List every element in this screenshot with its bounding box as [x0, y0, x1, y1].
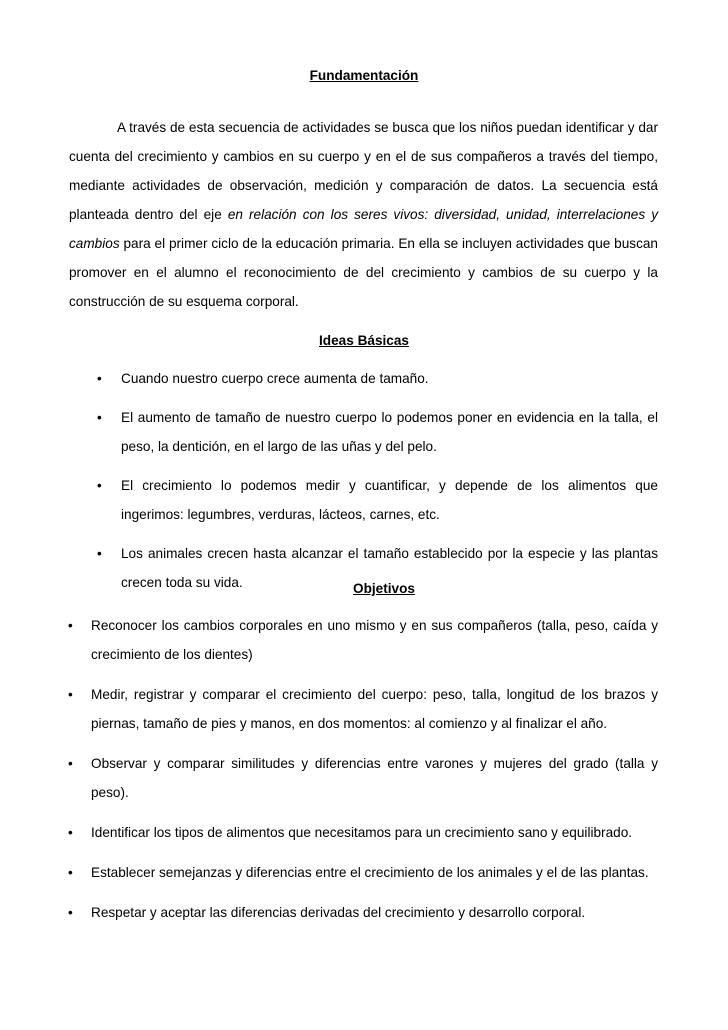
- ideas-basicas-title: Ideas Básicas: [319, 333, 409, 348]
- list-item-text: Observar y comparar similitudes y diferencias entre varones y mujeres del grado (talla y peso).: [91, 756, 658, 800]
- list-item: [68, 680, 658, 738]
- list-item-text: Los animales crecen hasta alcanzar el tamaño establecido por la especie y las plantas crecen toda su vida.: [121, 546, 658, 590]
- list-item-text: El crecimiento lo podemos medir y cuantificar, y depende de los alimentos que ingerimos: legumbres, verduras, lácteos, carnes, etc.: [121, 478, 658, 522]
- list-item-text: Respetar y aceptar las diferencias derivadas del crecimiento y desarrollo corporal.: [91, 905, 586, 920]
- fundamentacion-title: Fundamentación: [309, 68, 419, 83]
- bullet-icon: •: [97, 410, 102, 425]
- list-item: [68, 858, 658, 887]
- list-item: [68, 818, 658, 847]
- bullet-icon: •: [68, 905, 73, 920]
- fundamentacion-text-italic: en relación con los seres vivos: diversidad, unidad, interrelaciones y cambios: [69, 207, 658, 251]
- list-item-text: Medir, registrar y comparar el crecimiento del cuerpo: peso, talla, longitud de los brazos y piernas, tamaño de pies y manos, en dos momentos: al comienzo y al finalizar el año.: [91, 687, 658, 731]
- fundamentacion-text-start: A través de esta secuencia de actividades se busca que los niños puedan identificar y dar cuenta del crecimiento y cambios en su cuerpo y en el de sus compañeros a través del tiempo, mediante actividades de observación, medición y comparación de datos. La secuencia está planteada dentro del eje: [69, 120, 658, 222]
- list-item-text: Identificar los tipos de alimentos que necesitamos para un crecimiento sano y equilibrado.: [91, 825, 633, 840]
- fundamentacion-text-end: para el primer ciclo de la educación primaria. En ella se incluyen actividades que buscan promover en el alumno el reconocimiento de del crecimiento y cambios de su cuerpo y la construcción de su esquema corporal.: [69, 236, 658, 309]
- bullet-icon: •: [97, 371, 102, 386]
- list-item-text: Cuando nuestro cuerpo crece aumenta de tamaño.: [121, 371, 429, 386]
- ideas-basicas-list: [97, 364, 658, 597]
- bullet-icon: •: [68, 756, 73, 771]
- fundamentacion-paragraph: [69, 113, 658, 316]
- list-item: [97, 471, 658, 529]
- list-item-text: Reconocer los cambios corporales en uno mismo y en sus compañeros (talla, peso, caída y crecimiento de los dientes): [91, 618, 658, 662]
- objetivos-title: Objetivos: [353, 581, 415, 596]
- list-item: [68, 749, 658, 807]
- list-item: [97, 403, 658, 461]
- bullet-icon: •: [68, 687, 73, 702]
- bullet-icon: •: [97, 546, 102, 561]
- bullet-icon: •: [68, 865, 73, 880]
- list-item: [68, 611, 658, 669]
- bullet-icon: •: [68, 825, 73, 840]
- bullet-icon: •: [97, 478, 102, 493]
- list-item: [97, 364, 658, 393]
- list-item-text: El aumento de tamaño de nuestro cuerpo lo podemos poner en evidencia en la talla, el peso, la dentición, en el largo de las uñas y del pelo.: [121, 410, 658, 454]
- list-item: [68, 898, 658, 927]
- objetivos-list: [68, 611, 658, 927]
- bullet-icon: •: [68, 618, 73, 633]
- list-item-text: Establecer semejanzas y diferencias entre el crecimiento de los animales y el de las plantas.: [91, 865, 649, 880]
